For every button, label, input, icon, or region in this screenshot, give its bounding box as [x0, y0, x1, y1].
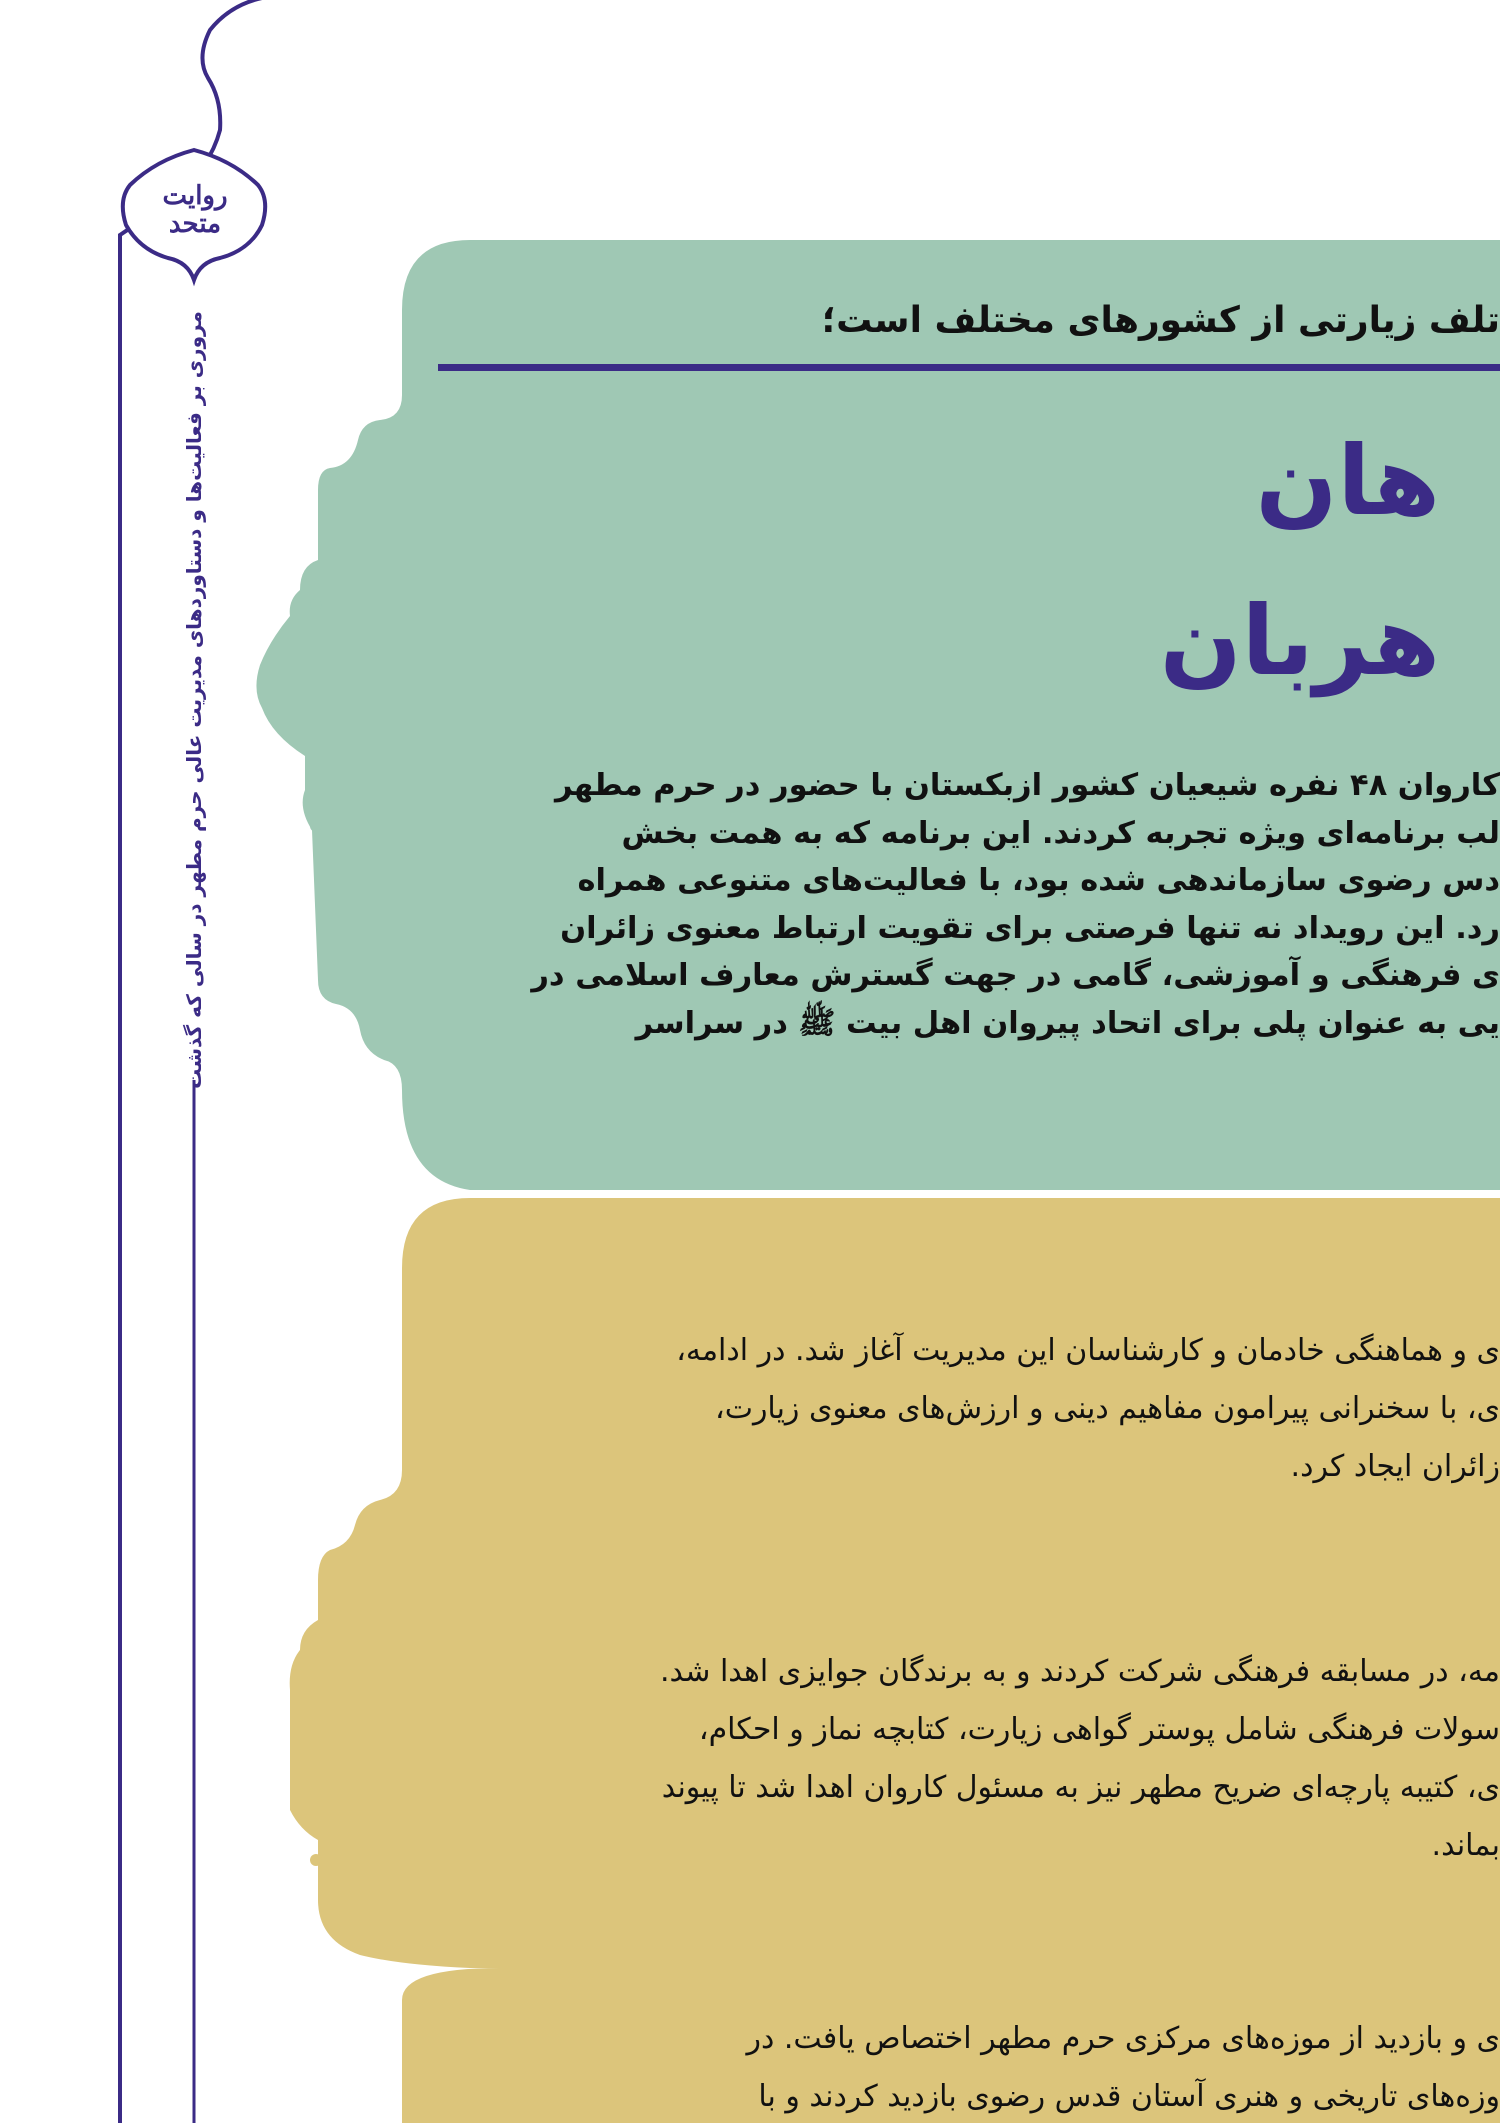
body-paragraph-2: [460, 1643, 1500, 1875]
paragraph-line: رد. این رویداد نه تنها فرصتی برای تقویت ارتباط معنوی زائران: [560, 910, 1500, 946]
article-title-line-2: هربان: [1159, 585, 1440, 697]
side-caption: مروری بر فعالیت‌ها و دستاوردهای مدیریت عالی حرم مطهر در سالی که گذشت: [182, 311, 206, 1089]
body-paragraph-3: [460, 2010, 1500, 2123]
paragraph-line: کاروان ۴۸ نفره شیعیان کشور ازبکستان با حضور در حرم مطهر: [554, 768, 1500, 803]
section-heading: تلف زیارتی از کشورهای مختلف است؛: [821, 300, 1500, 341]
paragraph-line: ی و هماهنگی خادمان و کارشناسان این مدیریت آغاز شد. در ادامه،: [676, 1333, 1500, 1368]
paragraph-line: وزه‌های تاریخی و هنری آستان قدس رضوی بازدید کردند و با: [758, 2079, 1500, 2114]
logo-text: روایت متحد: [162, 181, 228, 239]
paragraph-line: ی، کتیبه پارچه‌ای ضریح مطهر نیز به مسئول کاروان اهدا شد تا پیوند: [661, 1770, 1500, 1805]
paragraph-line: سولات فرهنگی شامل پوستر گواهی زیارت، کتابچه نماز و احکام،: [698, 1712, 1500, 1747]
paragraph-line: دس رضوی سازماندهی شده بود، با فعالیت‌های متنوعی همراه: [577, 863, 1500, 898]
body-paragraph-1: [460, 1322, 1500, 1496]
paragraph-line: زائران ایجاد کرد.: [1290, 1449, 1500, 1484]
paragraph-line: لب برنامه‌ای ویژه تجربه کردند. این برنامه که به همت بخش: [621, 815, 1500, 851]
paragraph-line: ی و بازدید از موزه‌های مرکزی حرم مطهر اختصاص یافت. در: [746, 2021, 1500, 2056]
article-title-line-1: هان: [1255, 425, 1440, 537]
intro-paragraph: [470, 762, 1500, 1047]
paragraph-line: مه، در مسابقه فرهنگی شرکت کردند و به برندگان جوایزی اهدا شد.: [659, 1654, 1500, 1689]
paragraph-line: یی به عنوان پلی برای اتحاد پیروان اهل بیت ﷺ در سراسر: [635, 1005, 1500, 1041]
paragraph-line: ی، با سخنرانی پیرامون مفاهیم دینی و ارزش‌های معنوی زیارت،: [715, 1391, 1500, 1426]
paragraph-line: ی فرهنگی و آموزشی، گامی در جهت گسترش معارف اسلامی در: [531, 958, 1500, 993]
heading-rule: [438, 364, 1500, 371]
paragraph-line: بماند.: [1431, 1828, 1500, 1863]
